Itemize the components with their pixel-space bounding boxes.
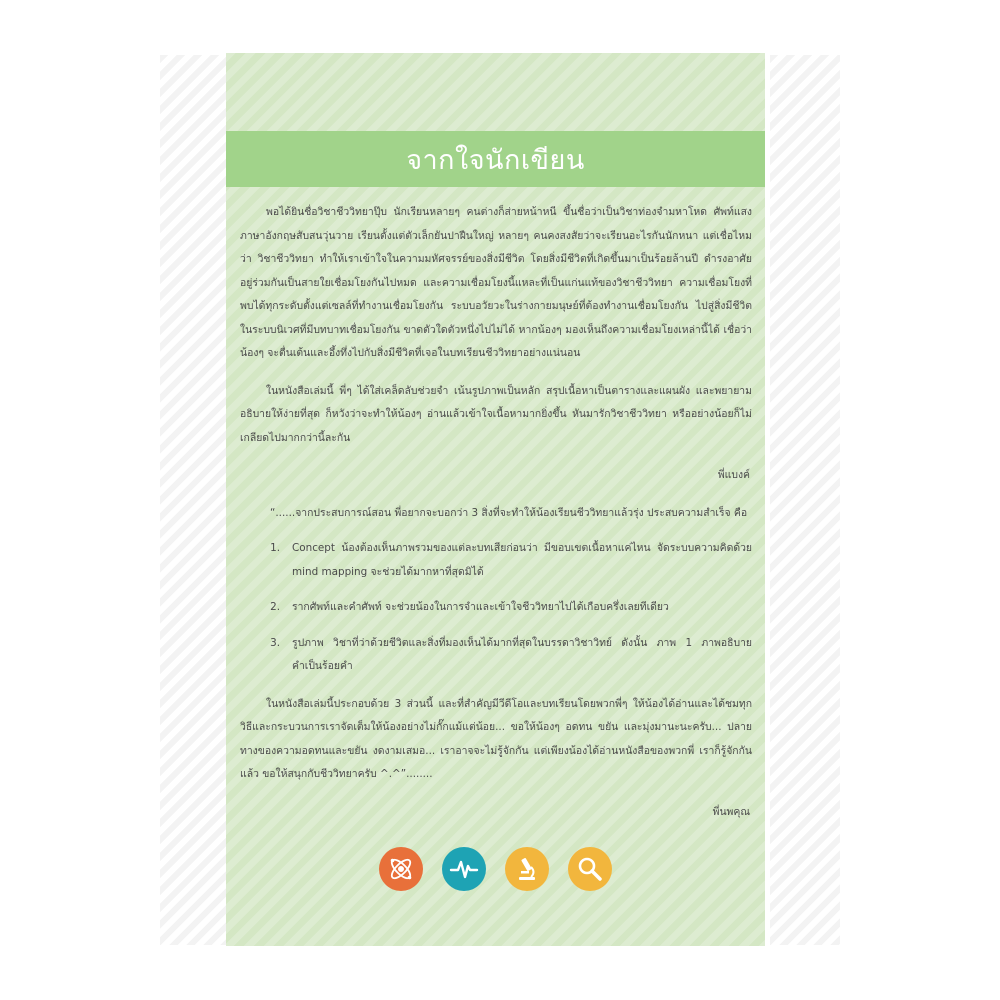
list-item-number: 2. — [270, 601, 280, 613]
page-title: จากใจนักเขียน — [406, 144, 585, 176]
right-stripe-margin — [770, 55, 840, 945]
pulse-icon — [442, 847, 486, 891]
list-item-number: 3. — [270, 636, 280, 649]
magnifier-icon — [568, 847, 612, 891]
icon-row — [226, 847, 765, 893]
list-item-text: รูปภาพ วิชาที่ว่าด้วยชีวิตและสิ่งที่มองเห็นได้มากที่สุดในบรรดาวิชาวิทย์ ดังนั้น ภาพ 1 ภาพอธิบายคำเป็นร้อยคำ — [292, 636, 752, 672]
title-band — [226, 131, 765, 187]
list-item-text: รากศัพท์และคำศัพท์ จะช่วยน้องในการจำและเข้าใจชีววิทยาไปได้เกือบครึ่งเลยทีเดียว — [292, 601, 669, 613]
list-item-number: 1. — [270, 542, 280, 554]
signature-first-author: พี่แบงค์ — [717, 469, 750, 481]
list-item — [240, 632, 752, 679]
list-item — [240, 537, 752, 584]
book-page — [226, 53, 765, 946]
closing-paragraph: ในหนังสือเล่มนี้ประกอบด้วย 3 ส่วนนี้ และที่สำคัญมีวีดีโอและบทเรียนโดยพวกพี่ๆ ให้น้องได้อ่านและได้ชมทุกวิธีและกระบวนการเราจัดเต็มให้น้องอย่างไม่กั๊กแม้แต่น้อย... ขอให้น้องๆ อดทน ขยัน และมุ่งมานะนะครับ... ปลายทางของความอดทนและขยัน งดงามเสมอ... เราอาจจะไม่รู้จักกัน แต่เพียงน้องได้อ่านหนังสือของพวกพี่ เราก็รู้จักกันแล้ว ขอให้สนุกกับชีววิทยาครับ ^.^”........ — [240, 697, 752, 780]
key-points-list — [240, 537, 752, 679]
quote-intro: “......จากประสบการณ์สอน พี่อยากจะบอกว่า 3 สิ่งที่จะทำให้น้องเรียนชีววิทยาแล้วรุ่ง ประสบความสำเร็จ คือ — [270, 506, 748, 519]
book-description-paragraph: ในหนังสือเล่มนี้ พี่ๆ ได้ใส่เคล็ดลับช่วยจำ เน้นรูปภาพเป็นหลัก สรุปเนื้อหาเป็นตารางและแผนผัง และพยายามอธิบายให้ง่ายที่สุด ก็หวังว่าจะทำให้น้องๆ อ่านแล้วเข้าใจเนื้อหามากยิ่งขึ้น หันมารักวิชาชีววิทยา หรืออย่างน้อยก็ไม่เกลียดไปมากกว่านี้ละกัน — [240, 384, 752, 444]
list-item-text: Concept น้องต้องเห็นภาพรวมของแต่ละบทเสียก่อนว่า มีขอบเขตเนื้อหาแค่ไหน จัดระบบความคิดด้วย mind mapping จะช่วยได้มากหาที่สุดมิได้ — [292, 542, 752, 578]
intro-paragraph: พอได้ยินชื่อวิชาชีววิทยาปุ๊บ นักเรียนหลายๆ คนต่างก็ส่ายหน้าหนี ขึ้นชื่อว่าเป็นวิชาท่องจำมหาโหด ศัพท์แสงภาษาอังกฤษสับสนวุ่นวาย เรียนตั้งแต่ตัวเล็กยันปาฝืนใหญ่ หลายๆ คนคงสงสัยว่าจะเรียนอะไรกันนักหนา แต่เชื่อไหมว่า วิชาชีววิทยา ทำให้เราเข้าใจในความมหัศจรรย์ของสิ่งมีชีวิต โดยสิ่งมีชีวิตที่เกิดขึ้นมาเป็นร้อยล้านปี ดำรงอาศัยอยู่ร่วมกันเป็นสายใยเชื่อมโยงกันไปหมด และความเชื่อมโยงนี้แหละที่เป็นแก่นแท้ของวิชาชีววิทยา ความเชื่อมโยงที่พบได้ทุกระดับตั้งแต่เซลล์ที่ทำงานเชื่อมโยงกัน ระบบอวัยวะในร่างกายมนุษย์ที่ต้องทำงานเชื่อมโยงกัน ไปสู่สิ่งมีชีวิตในระบบนิเวศที่มีบทบาทเชื่อมโยงกัน ขาดตัวใดตัวหนึ่งไปไม่ได้ หากน้องๆ มองเห็นถึงความเชื่อมโยงเหล่านี้ได้ เชื่อว่าน้องๆ จะตื่นเต้นและอึ้งทึ่งไปกับสิ่งมีชีวิตที่เจอในบทเรียนชีววิทยาอย่างแน่นอน — [240, 206, 752, 359]
left-stripe-margin — [160, 55, 230, 945]
page-body — [240, 201, 752, 838]
microscope-icon — [505, 847, 549, 891]
atom-icon — [379, 847, 423, 891]
signature-second-author: พี่นพคุณ — [712, 805, 750, 818]
list-item — [240, 596, 752, 620]
